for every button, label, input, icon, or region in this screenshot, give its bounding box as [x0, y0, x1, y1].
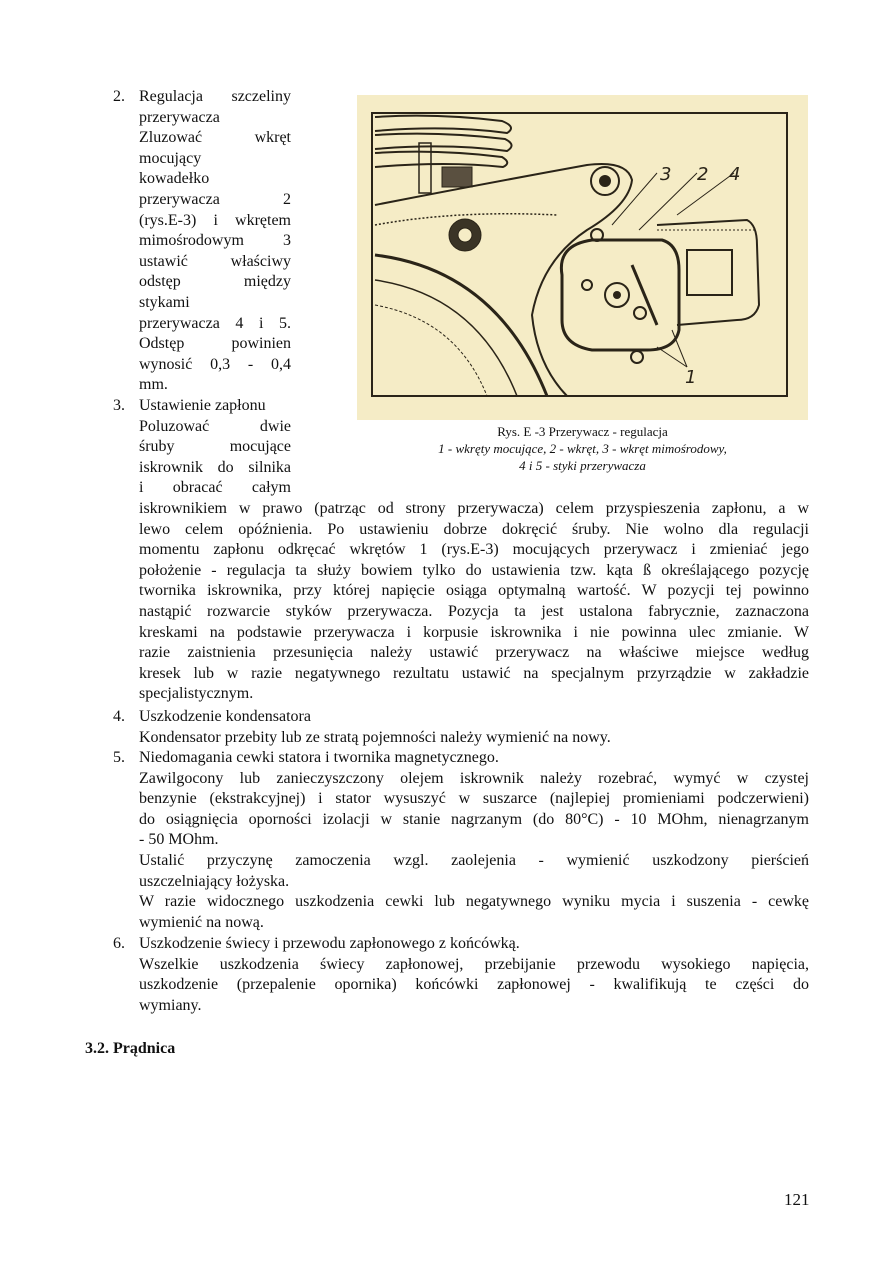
text-line: Ustalić przyczynę zamoczenia wzgl. zaolejenia - wymienić uszkodzony pierścień: [139, 851, 809, 869]
list-number-3: 3.: [113, 397, 125, 414]
item-title: Ustawienie zapłonu: [139, 397, 266, 414]
text-line: przerywacza 2: [139, 190, 291, 208]
text-line: odstęp między: [139, 273, 291, 291]
text-line: wymiany.: [139, 996, 202, 1014]
item-5-text: [139, 748, 809, 933]
text-line: razie zaistnienia przesunięcia należy ustawić przerywacz na właściwe miejsce według: [139, 644, 809, 662]
caption-legend-line-2: 4 i 5 - styki przerywacza: [519, 458, 646, 473]
item-3-narrow-text: [139, 396, 291, 499]
page-number: 121: [784, 1190, 810, 1209]
text-line: Poluzować dwie: [139, 417, 291, 435]
text-line: ustawić właściwy: [139, 252, 291, 270]
list-number-6: 6.: [113, 935, 125, 952]
text-line: W razie widocznego uszkodzenia cewki lub negatywnego wyniku mycia i suszenia - cewkę: [139, 893, 809, 911]
text-line: mm.: [139, 376, 168, 394]
text-line: uszczelniający łożyska.: [139, 872, 290, 890]
text-line: kreskami na podstawie przerywacza i korpusie iskrownika i nie powinna ulec zmianie. W: [139, 623, 809, 641]
text-line: do osiągnięcia oporności izolacji w stanie nagrzanym (do 80°C) - 10 MOhm, nienagrzanym: [139, 810, 809, 828]
text-line: przerywacza 4 i 5.: [139, 314, 291, 332]
text-line: mimośrodowym 3: [139, 232, 291, 250]
text-line: - 50 MOhm.: [139, 831, 219, 849]
text-line: mocujący: [139, 149, 202, 167]
text-line: wynosić 0,3 - 0,4: [139, 355, 291, 373]
item-4-text: [139, 707, 809, 748]
item-title: Uszkodzenie świecy i przewodu zapłonowego z końcówką.: [139, 935, 520, 952]
item-2-text: [139, 87, 291, 396]
text-line: Zluzować wkręt: [139, 129, 291, 147]
text-line: benzynie (ekstrakcyjnej) i stator wysuszyć w suszarce (najlepiej promieniami podczerwieni): [139, 790, 809, 808]
list-number-5: 5.: [113, 749, 125, 766]
text-line: kresek lub w razie negatywnego rezultatu ustawić na specjalnym przyrządzie w zakładzie: [139, 664, 809, 682]
svg-text:1: 1: [685, 367, 697, 388]
list-number-2: 2.: [113, 88, 125, 105]
text-line: twornika iskrownika, przy której napięcie osiąga optymalną wartość. W pozycji tej powinno: [139, 582, 809, 600]
text-line: uszkodzenie (przepalenie opornika) końcówki zapłonowej - kwalifikują te części do: [139, 976, 809, 994]
text-line: lewo celem opóźnienia. Po ustawieniu dobrze dokręcić śruby. Nie wolno dla regulacji: [139, 520, 809, 538]
text-line: przerywacza: [139, 108, 220, 126]
text-line: Kondensator przebity lub ze stratą pojemności należy wymienić na nowy.: [139, 728, 611, 746]
item-title: Uszkodzenie kondensatora: [139, 708, 311, 725]
text-line: Wszelkie uszkodzenia świecy zapłonowej, przebijanie przewodu wysokiego napięcia,: [139, 955, 809, 973]
caption-legend-line-1: 1 - wkręty mocujące, 2 - wkręt, 3 - wkręt mimośrodowy,: [438, 441, 727, 456]
svg-text:4: 4: [729, 164, 741, 185]
item-title: Niedomagania cewki statora i twornika magnetycznego.: [139, 749, 499, 766]
text-line: kowadełko: [139, 170, 210, 188]
text-line: Regulacja szczeliny: [139, 88, 291, 105]
svg-text:3: 3: [660, 164, 672, 185]
svg-text:2: 2: [697, 164, 709, 185]
text-line: iskrownik do silnika: [139, 458, 291, 476]
figure-breaker-illustration: [357, 95, 808, 420]
text-line: specjalistycznym.: [139, 685, 254, 703]
item-3-wide-text: [139, 499, 809, 705]
text-line: (rys.E-3) i wkrętem: [139, 211, 291, 229]
list-number-4: 4.: [113, 708, 125, 725]
text-line: iskrownikiem w prawo (patrząc od strony przerywacza) celem przyspieszenia zapłonu, a w: [139, 500, 809, 517]
text-line: momentu zapłonu odkręcać wkrętów 1 (rys.E-3) mocujących przerywacz i zmieniać jego: [139, 541, 809, 559]
text-line: wymienić na nową.: [139, 913, 264, 931]
text-line: nastąpić rozwarcie styków przerywacza. Pozycja ta jest ustalona fabrycznie, zaznaczona: [139, 602, 809, 620]
text-line: stykami: [139, 293, 190, 311]
section-heading: 3.2. Prądnica: [85, 1040, 176, 1057]
item-6-text: [139, 934, 809, 1016]
text-line: i obracać całym: [139, 479, 291, 497]
caption-title: Rys. E -3 Przerywacz - regulacja: [497, 424, 668, 439]
text-line: śruby mocujące: [139, 438, 291, 456]
text-line: Odstęp powinien: [139, 335, 291, 353]
magneto-breaker-drawing-icon: [357, 95, 808, 420]
text-line: położenie - regulacja ta służy bowiem tylko do ustawienia tzw. kąta ß określającego pozycję: [139, 561, 809, 579]
figure-caption: [357, 423, 808, 474]
text-line: Zawilgocony lub zanieczyszczony olejem iskrownik należy rozebrać, wymyć w czystej: [139, 769, 809, 787]
